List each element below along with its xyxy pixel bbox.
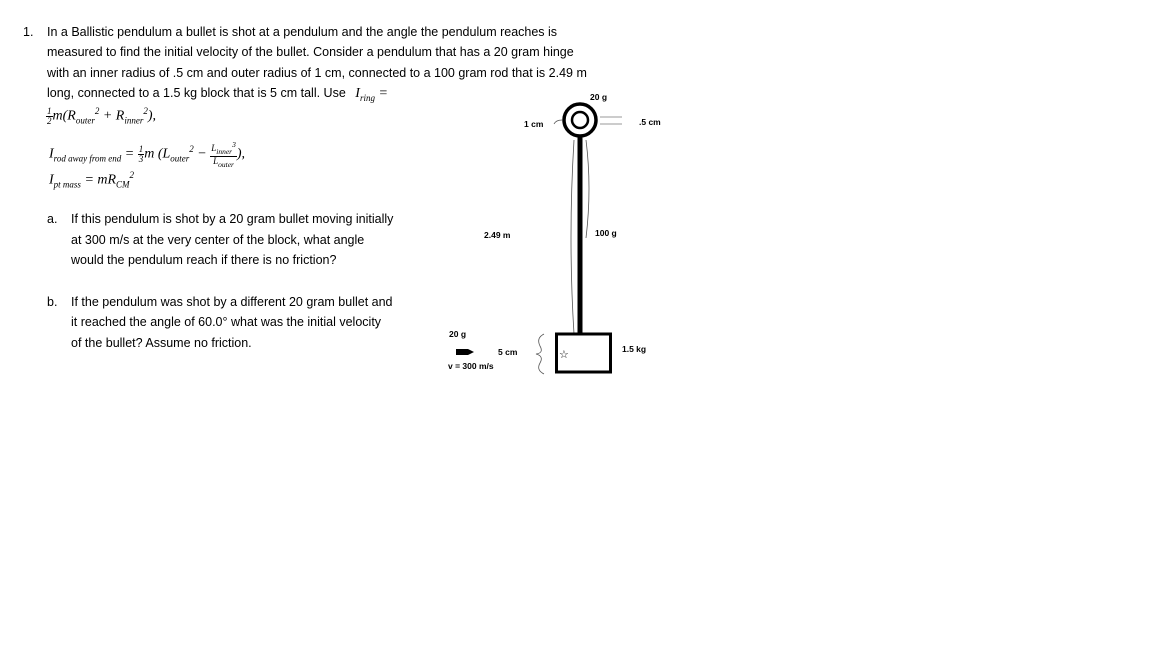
hinge-mass-label: 20 g <box>590 92 608 102</box>
ring-inertia-equation: $\frac{1}{2}$ $m(R_{outer}^2 + R_{inner}^2)$, <box>47 105 156 126</box>
problem-line-1: In a Ballistic pendulum a bullet is shot at a pendulum and the angle the pendulum reaches is <box>47 25 558 39</box>
part-b-line-3: of the bullet? Assume no friction. <box>71 336 252 350</box>
outer-radius-bracket <box>554 120 562 124</box>
part-a-line-3: would the pendulum reach if there is no friction? <box>71 253 337 267</box>
block-mass-label: 1.5 kg <box>622 344 647 354</box>
bullet-arrow <box>456 349 474 355</box>
part-b-line-1: If the pendulum was shot by a different 20 gram bullet and <box>71 295 393 309</box>
outer-radius-label: 1 cm <box>524 119 544 129</box>
inner-radius-label: .5 cm <box>639 117 661 127</box>
block-height-label: 5 cm <box>498 347 518 357</box>
ring-inertia-symbol: $I_{ring}$ = <box>355 86 388 103</box>
rod-length-label: 2.49 m <box>484 230 511 240</box>
part-a-line-2: at 300 m/s at the very center of the block, what angle <box>71 233 365 247</box>
problem-line-4-text: long, connected to a 1.5 kg block that is 5 cm tall. Use <box>47 86 346 100</box>
rod-length-bracket <box>571 140 574 334</box>
problem-line-4 <box>47 85 388 106</box>
part-a-line-1: If this pendulum is shot by a 20 gram bullet moving initially <box>71 212 394 226</box>
bullet-mass-label: 20 g <box>449 329 467 339</box>
bullet-velocity-label: v = 300 m/s <box>448 361 494 371</box>
part-b-letter: b. <box>47 295 58 309</box>
problem-line-2: measured to find the initial velocity of the bullet. Consider a pendulum that has a 20 gram hinge <box>47 45 574 59</box>
part-a-letter: a. <box>47 212 58 226</box>
hinge-outer-ring <box>564 104 596 136</box>
rod-inertia-equation: $I_{rod away from end}$ = $\frac{1}{3}$ m ($L_{outer}^2$ − $\frac{L_{inner}^3}{L_{outer}}$ ), <box>49 140 246 169</box>
rod-mass-label: 100 g <box>595 228 617 238</box>
star-icon: ☆ <box>559 349 569 361</box>
pendulum-diagram <box>440 88 680 388</box>
rod-mass-bracket <box>586 140 589 238</box>
block-height-brace <box>536 334 544 374</box>
rod <box>578 136 583 334</box>
problem-number: 1. <box>23 25 34 39</box>
hinge-inner-ring <box>572 112 588 128</box>
part-b-line-2: it reached the angle of 60.0° what was the initial velocity <box>71 315 382 329</box>
point-mass-inertia-equation: $I_{pt mass} = mR_{CM}^2$ <box>49 170 135 190</box>
problem-line-3: with an inner radius of .5 cm and outer radius of 1 cm, connected to a 100 gram rod that is 2.49 m <box>47 66 587 80</box>
